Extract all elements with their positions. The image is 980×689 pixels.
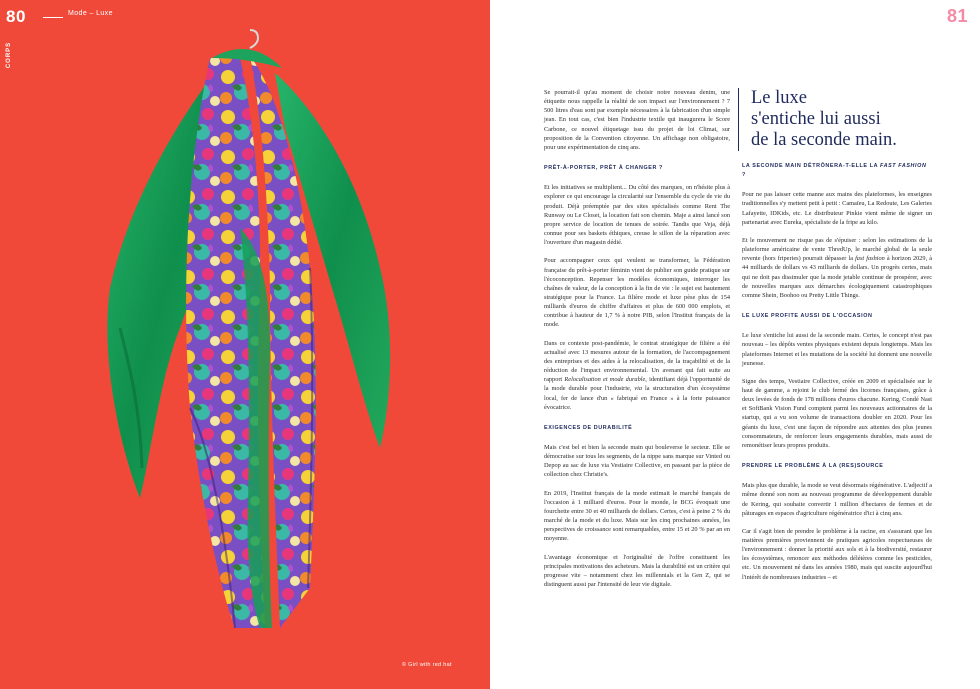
paragraph: Mais plus que durable, la mode se veut désormais régénérative. L'adjectif a même donné son nom au nouveau programme de développement durable de Kering, qui souhaite convertir 1 million d'hectares de fermes et de pâturages en espaces d'agriculture régénératrice d'ici à cinq ans. xyxy=(742,482,932,517)
page-number-right: 81 xyxy=(946,6,968,26)
subheading-fast-fashion: LA SECONDE MAIN DÉTRÔNERA-T-ELLE LA FAST FASHION ? xyxy=(742,163,927,179)
paragraph: L'avantage économique et l'originalité de l'offre constituent les principales motivations des acheteurs. Mais la durabilité est un critère qui progresse vite – notamment chez les millennials et la Gen Z, qui se distinguent aussi par l'intensité de leur vie digitale. xyxy=(544,553,730,589)
pull-quote-line: s'entiche lui aussi xyxy=(751,109,881,129)
right-page xyxy=(490,0,980,689)
pull-quote xyxy=(738,88,961,151)
photo-credit: © Girl with red hat xyxy=(402,662,452,668)
paragraph: Signe des temps, Vestiaire Collective, créée en 2009 et spécialisée sur le haut de gamme, a rejoint le club fermé des licornes françaises, grâce à deux levées de fonds de 178 millions d'euros chacune. Kering, Condé Nast et SoftBank Vision Fund comptent parmi les nouveaux actionnaires de la startup, qui a vu son volume de transactions doubler en 2020. Pour les géants du luxe, c'est une façon de répondre aux attentes des plus jeunes consommateurs, de renforcer leurs engagements durables, mais aussi de remonétiser leurs propres produits. xyxy=(742,377,932,449)
section-label: Mode – Luxe xyxy=(68,10,113,17)
paragraph: Et les initiatives se multiplient... Du côté des marques, on n'hésite plus à explorer ce qui encourage la circularité sur l'ensemble du cycle de vie du produit. Déjà préemptée par des sites spécialisés comme Rent The Runway ou Le Closet, la location fait son chemin. Maje a ainsi lancé son propre service de location de tenues de soirée. Tandis que Veja, déjà connue pour ses baskets éthiques, creuse le sillon de la réparation avec l'ouverture d'un magasin dédié. xyxy=(544,184,730,247)
pull-quote-line: de la seconde main. xyxy=(751,130,897,150)
subheading-luxe-occasion: LE LUXE PROFITE AUSSI DE L'OCCASION xyxy=(742,313,873,320)
text-column-2 xyxy=(742,162,932,591)
intro-paragraph: Se pourrait-il qu'au moment de choisir notre nouveau denim, une étiquette nous rappelle la réalité de son impact sur l'environnement ? 7 500 litres d'eau sont par exemple nécessaires à la fabrication d'un simple jean. En tout cas, c'est bien l'industrie textile qui inaugurera le Score Carbone, ce nouvel étiquetage issu du projet de loi Climat, sur proposition de la Convention citoyenne. Un affichage non obligatoire, pour une expérimentation de cinq ans. xyxy=(544,89,730,151)
text-column-1 xyxy=(544,88,730,598)
side-label: CORPS xyxy=(6,41,13,69)
pull-quote-line: Le luxe xyxy=(751,88,807,108)
windbreaker-jacket-photo xyxy=(100,28,400,638)
paragraph: Mais c'est bel et bien la seconde main qui bouleverse le secteur. Elle se démocratise sur tous les segments, de la nippe sans marque sur Vinted ou Depop au sac de luxe via Vestiaire Collective, en passant par la pièce de collection chez Christie's. xyxy=(544,444,730,479)
paragraph: Car il s'agit bien de prendre le problème à la racine, en s'assurant que les matières premières proviennent de pratiques agricoles respectueuses de l'environnement : donner la priorité aux sols et à la biodiversité, restaurer les écosystèmes, renoncer aux méthodes délétères comme les pesticides, etc. Un mouvement né dans les années 1980, mais qui suscite aujourd'hui l'intérêt de nombreuses industries – et xyxy=(742,527,932,581)
subheading-durabilite: EXIGENCES DE DURABILITÉ xyxy=(544,424,633,431)
paragraph: Pour ne pas laisser cette manne aux mains des plateformes, les enseignes traditionnelles s'y mettent petit à petit : Camaïeu, La Redoute, Les Galeries Lafayette, IDKids, etc. Le distributeur Pinkie vient même de signer un partenariat avec Eureka, spécialiste de la fripe au kilo. xyxy=(742,191,932,226)
paragraph: En 2019, l'Institut français de la mode estimait le marché français de l'occasion à 1 milliard d'euros. Pour le monde, le BCG évoquait une fourchette entre 30 et 40 milliards de dollars. Certes, c'est à peine 2 % du marché de la mode et du luxe. Mais sur les cinq prochaines années, les perspectives de croissance sont remarquables, entre 15 et 20 % par an en moyenne. xyxy=(544,489,730,543)
paragraph: Pour accompagner ceux qui veulent se transformer, la Fédération française du prêt-à-porter féminin vient de publier son guide pratique sur l'écoconception. Repenser les modèles économiques, interroger les chaînes de valeur, de la conception à la fin de vie : le sujet est hautement stratégique pour la France. La filière mode et luxe pèse plus de 154 milliards d'euros de chiffre d'affaires et plus de 600 000 emplois, et contribue à hauteur de 1,7 % à notre PIB, selon l'Institut français de la mode. xyxy=(544,257,730,329)
paragraph: Dans ce contexte post-pandémie, le contrat stratégique de filière a été actualisé avec 13 mesures autour de la formation, de l'accompagnement des entreprises et des aides à la relocalisation, de la traçabilité et de la réduction de l'impact environnemental. Un avenant qui fait suite au rapport Relocalisation et mode durable, identifiant déjà l'opportunité de la mode durable pour l'industrie, via la structuration d'un écosystème local, fer de lance d'un « fabriqué en France » à la forte puissance évocatrice. xyxy=(544,339,730,411)
subheading-pret-a-porter: PRÊT-À-PORTER, PRÊT À CHANGER ? xyxy=(544,165,663,172)
paragraph: Le luxe s'entiche lui aussi de la seconde main. Certes, le concept n'est pas nouveau – les dépôts ventes physiques existent depuis longtemps. Mais les plateformes Internet et les mutations de la société lui donnent une nouvelle jeunesse. xyxy=(742,332,932,367)
header-rule xyxy=(43,17,63,18)
paragraph: Et le mouvement ne risque pas de s'épuiser : selon les estimations de la plateforme américaine de vente ThredUp, le marché global de la seule revente (hors friperies) pourrait dépasser la fast fashion à horizon 2029, à 44 milliards de dollars vs 43 milliards de dollars. Un progrès certes, mais qui ne doit pas dissimuler que la mode jetable continue de prospérer, avec de nouvelles marques aux démarches écologiquement catastrophiques comme Shein, Boohoo ou Pretty Little Things. xyxy=(742,236,932,299)
subheading-ressource: PRENDRE LE PROBLÈME À LA (RES)SOURCE xyxy=(742,463,884,470)
page-number-left: 80 xyxy=(6,7,26,26)
